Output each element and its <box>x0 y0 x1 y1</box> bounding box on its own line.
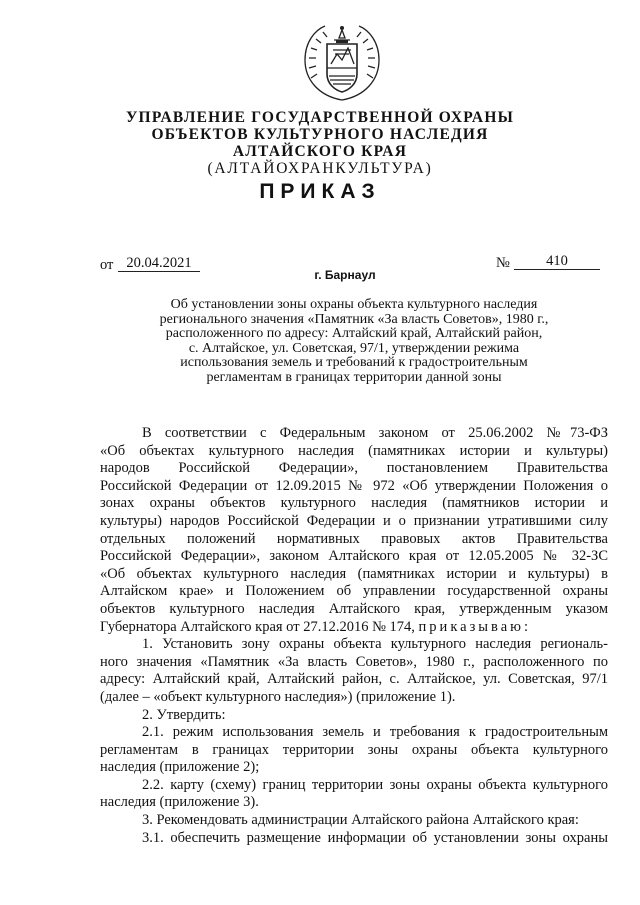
document-date: 20.04.2021 <box>118 255 200 272</box>
body-line: Российской Федерации от 12.09.2015 № 972 «Об утверждении Положения о <box>100 477 608 494</box>
altai-coat-of-arms-emblem <box>299 20 385 102</box>
document-number: 410 <box>514 253 600 270</box>
order-word: приказываю: <box>418 618 531 635</box>
org-short-name: (АЛТАЙОХРАНКУЛЬТУРА) <box>207 160 433 177</box>
body-line: «Об объектах культурного наследия (памятниках истории и культуры) <box>100 442 608 459</box>
subject-line: регламентам в границах территории данной зоны <box>206 369 502 385</box>
item-3-1-line: 3.1. обеспечить размещение информации об установлении зоны охраны <box>142 829 608 846</box>
body-line: «Об объектах культурного наследия (памятниках истории и культуры) в <box>100 565 608 582</box>
body-line: зонах охраны объектов культурного наследия (памятников истории и <box>100 495 608 512</box>
item-2-heading: 2. Утвердить: <box>142 706 226 723</box>
item-2-1-line: 2.1. режим использования земель и требования к градостроительным <box>142 724 608 741</box>
item-1-line: (далее – «объект культурного наследия») (приложение 1). <box>100 688 456 705</box>
preamble-final-text: Губернатора Алтайского края от 27.12.2016 № 174, <box>100 618 415 635</box>
item-1-line: адресу: Алтайский край, Алтайский район, с. Алтайское, ул. Советская, 97/1 <box>100 671 608 688</box>
item-1-line: 1. Установить зону охраны объекта культурного наследия региональ- <box>142 636 608 653</box>
org-name-line-2: ОБЪЕКТОВ КУЛЬТУРНОГО НАСЛЕДИЯ <box>151 126 489 143</box>
number-prefix: № <box>496 255 510 271</box>
date-prefix: от <box>100 257 114 273</box>
org-name-line-1: УПРАВЛЕНИЕ ГОСУДАРСТВЕННОЙ ОХРАНЫ <box>125 109 514 126</box>
body-line: Российской Федерации», законом Алтайского края от 12.05.2005 № 32-ЗС <box>100 548 608 565</box>
subject-line: регионального значения «Памятник «За власть Советов», 1980 г., <box>159 311 549 327</box>
body-line: отдельных положений нормативных правовых актов Правительства <box>100 530 608 547</box>
item-3-heading: 3. Рекомендовать администрации Алтайского района Алтайского края: <box>142 812 579 829</box>
item-2-2-line: наследия (приложение 3). <box>100 794 259 811</box>
subject-line: использования земель и требований к градостроительным <box>180 355 528 370</box>
item-2-2-line: 2.2. карту (схему) границ территории зоны охраны объекта культурного <box>142 776 608 793</box>
subject-line: с. Алтайское, ул. Советская, 97/1, утверждении режима <box>188 340 520 356</box>
body-line: народов Российской Федерации», постановлением Правительства <box>100 460 608 477</box>
item-1-line: ного значения «Памятник «За власть Советов», 1980 г., расположенного по <box>100 653 608 670</box>
org-name-line-3: АЛТАЙСКОГО КРАЯ <box>232 143 408 160</box>
body-line-order <box>100 619 608 637</box>
subject-line: Об установлении зоны охраны объекта культурного наследия <box>170 297 538 312</box>
body-line: В соответствии с Федеральным законом от 25.06.2002 №73-ФЗ <box>142 425 608 441</box>
subject-line: расположенного по адресу: Алтайский край, Алтайский район, <box>165 326 543 341</box>
document-subject <box>100 298 608 385</box>
document-body <box>100 425 608 847</box>
item-2-1-line: наследия (приложение 2); <box>100 759 260 776</box>
body-line: культуры) народов Российской Федерации и о признании утратившими силу <box>100 512 608 529</box>
item-2-1-line: регламентам в границах территории зоны охраны объекта культурного <box>100 741 608 758</box>
document-type-title: ПРИКАЗ <box>259 180 381 203</box>
city-name: г. Барнаул <box>314 268 376 282</box>
body-line: Алтайском крае» и Положением об управлении государственной охраны <box>100 583 608 600</box>
body-line: объектов культурного наследия Алтайского края, утвержденным указом <box>100 600 608 617</box>
